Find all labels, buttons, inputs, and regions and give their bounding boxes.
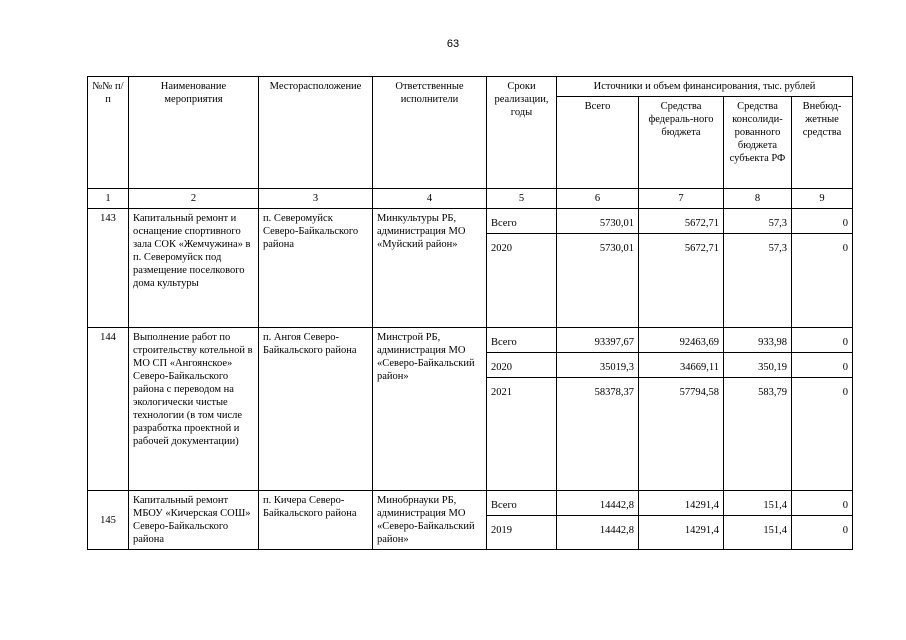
regional-value: 57,3 [724, 234, 792, 328]
total-value: 5730,01 [557, 234, 639, 328]
federal-value: 5672,71 [639, 234, 724, 328]
term: 2019 [487, 516, 557, 550]
term: 2020 [487, 234, 557, 328]
federal-value: 57794,58 [639, 378, 724, 491]
regional-value: 350,19 [724, 353, 792, 378]
offbudget-value: 0 [792, 516, 853, 550]
term: 2021 [487, 378, 557, 491]
activity-name: Выполнение работ по строительству котельной в МО СП «Ангоянское» Северо-Байкальского района с переводом на экологически чистые технологии (в том числе разработка проектной и рабочей документации) [129, 328, 259, 491]
column-number: 4 [373, 189, 487, 209]
column-number: 9 [792, 189, 853, 209]
header-name: Наименование мероприятия [129, 77, 259, 189]
offbudget-value: 0 [792, 328, 853, 353]
header-federal: Средства федераль-ного бюджета [639, 97, 724, 189]
header-offbudget: Внебюд-жетные средства [792, 97, 853, 189]
location: п. Ангоя Северо-Байкальского района [259, 328, 373, 491]
page-number: 63 [446, 38, 460, 50]
regional-value: 583,79 [724, 378, 792, 491]
column-number: 5 [487, 189, 557, 209]
federal-value: 92463,69 [639, 328, 724, 353]
financing-table [87, 76, 853, 550]
location: п. Кичера Северо-Байкальского района [259, 491, 373, 550]
responsible: Минкультуры РБ, администрация МО «Муйский район» [373, 209, 487, 328]
column-number: 7 [639, 189, 724, 209]
row-number: 144 [88, 328, 129, 491]
table-row [88, 209, 853, 234]
regional-value: 933,98 [724, 328, 792, 353]
total-value: 14442,8 [557, 491, 639, 516]
header-regional: Средства консолиди-рованного бюджета субъекта РФ [724, 97, 792, 189]
federal-value: 5672,71 [639, 209, 724, 234]
regional-value: 151,4 [724, 516, 792, 550]
total-value: 14442,8 [557, 516, 639, 550]
activity-name: Капитальный ремонт МБОУ «Кичерская СОШ» Северо-Байкальского района [129, 491, 259, 550]
header-location: Месторасположение [259, 77, 373, 189]
total-value: 35019,3 [557, 353, 639, 378]
responsible: Минстрой РБ, администрация МО «Северо-Байкальский район» [373, 328, 487, 491]
term: Всего [487, 328, 557, 353]
offbudget-value: 0 [792, 491, 853, 516]
responsible: Минобрнауки РБ, администрация МО «Северо-Байкальский район» [373, 491, 487, 550]
offbudget-value: 0 [792, 353, 853, 378]
column-numbers-row [88, 189, 853, 209]
term: 2020 [487, 353, 557, 378]
table-row [88, 491, 853, 516]
term: Всего [487, 209, 557, 234]
column-number: 1 [88, 189, 129, 209]
column-number: 8 [724, 189, 792, 209]
header-terms: Сроки реализации, годы [487, 77, 557, 189]
offbudget-value: 0 [792, 234, 853, 328]
row-number: 143 [88, 209, 129, 328]
table-row [88, 328, 853, 353]
column-number: 2 [129, 189, 259, 209]
row-number: 145 [88, 491, 129, 550]
regional-value: 151,4 [724, 491, 792, 516]
total-value: 58378,37 [557, 378, 639, 491]
federal-value: 34669,11 [639, 353, 724, 378]
header-responsible: Ответственные исполнители [373, 77, 487, 189]
federal-value: 14291,4 [639, 491, 724, 516]
federal-value: 14291,4 [639, 516, 724, 550]
header-total: Всего [557, 97, 639, 189]
header-num: №№ п/п [88, 77, 129, 189]
offbudget-value: 0 [792, 209, 853, 234]
activity-name: Капитальный ремонт и оснащение спортивного зала СОК «Жемчужина» в п. Северомуйск под размещение поселкового дома культуры [129, 209, 259, 328]
column-number: 6 [557, 189, 639, 209]
offbudget-value: 0 [792, 378, 853, 491]
header-sources: Источники и объем финансирования, тыс. рублей [557, 77, 853, 97]
column-number: 3 [259, 189, 373, 209]
location: п. Северомуйск Северо-Байкальского района [259, 209, 373, 328]
header-row [88, 77, 853, 97]
total-value: 5730,01 [557, 209, 639, 234]
total-value: 93397,67 [557, 328, 639, 353]
regional-value: 57,3 [724, 209, 792, 234]
term: Всего [487, 491, 557, 516]
